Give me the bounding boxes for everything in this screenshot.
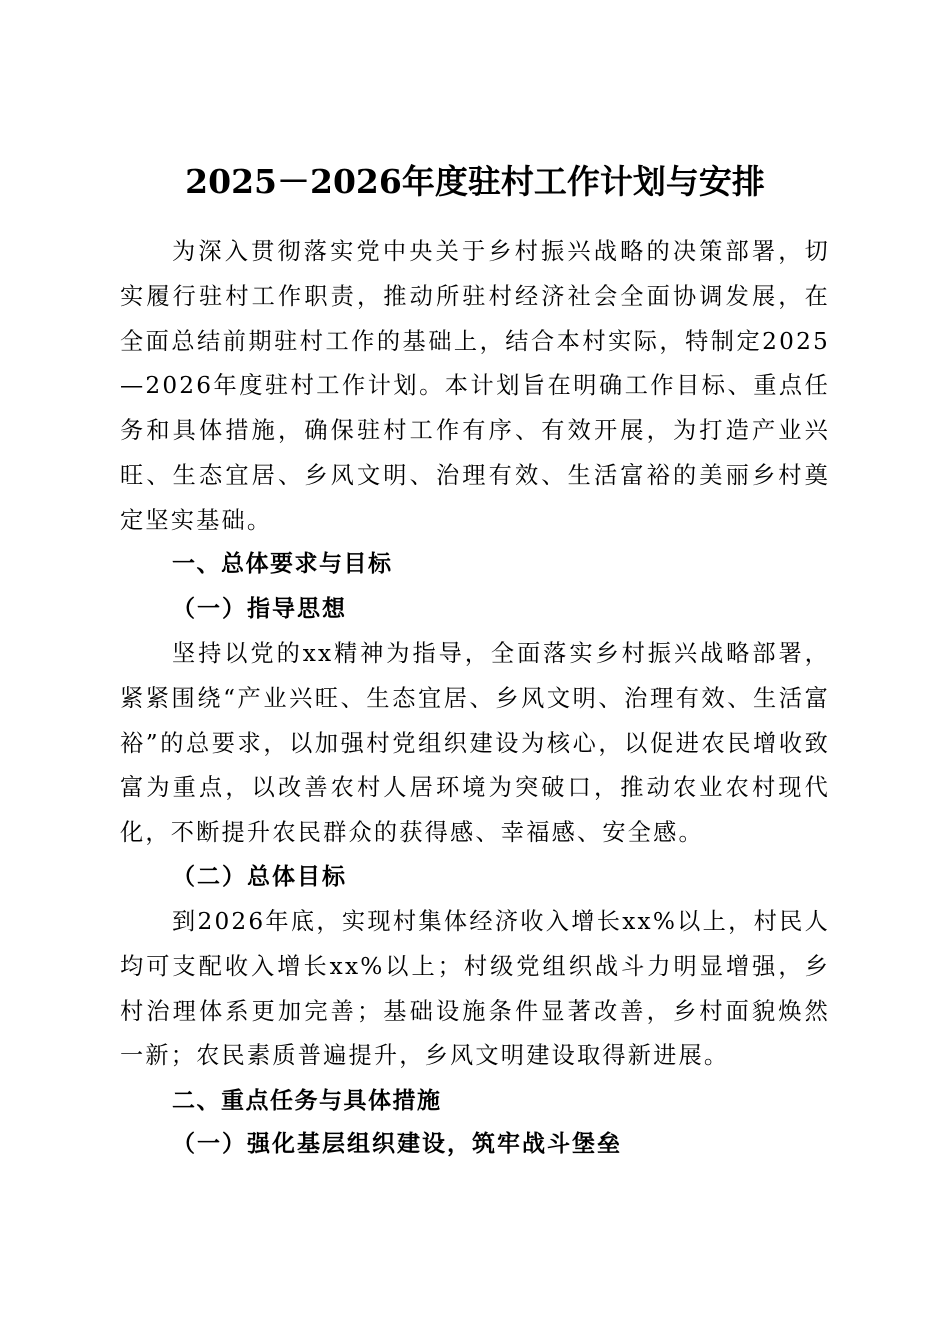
subsection-heading-grassroots-organization: （一）强化基层组织建设，筑牢战斗堡垒 (172, 1130, 622, 1157)
subsection-heading-guiding-thought: （一）指导思想 (172, 595, 347, 622)
subsection-heading-overall-goals: （二）总体目标 (172, 863, 347, 890)
document-title: 2025－2026年度驻村工作计划与安排 (185, 162, 765, 202)
overall-goals-paragraph: 到2026年底，实现村集体经济收入增长xx%以上，村民人均可支配收入增长xx%以上；村级党组织战斗力明显增强，乡村治理体系更加完善；基础设施条件显著改善，乡村面貌焕然一新；农民素质普遍提升，乡风文明建设取得新进展。 (120, 908, 830, 1070)
section-heading-key-tasks: 二、重点任务与具体措施 (172, 1088, 442, 1114)
section-heading-overall-requirements: 一、总体要求与目标 (172, 551, 393, 577)
guiding-thought-paragraph: 坚持以党的xx精神为指导，全面落实乡村振兴战略部署，紧紧围绕“产业兴旺、生态宜居、乡风文明、治理有效、生活富裕”的总要求，以加强村党组织建设为核心，以促进农民增收致富为重点，以改善农村人居环境为突破口，推动农业农村现代化，不断提升农民群众的获得感、幸福感、安全感。 (120, 640, 830, 847)
intro-paragraph: 为深入贯彻落实党中央关于乡村振兴战略的决策部署，切实履行驻村工作职责，推动所驻村经济社会全面协调发展，在全面总结前期驻村工作的基础上，结合本村实际，特制定2025—2026年度驻村工作计划。本计划旨在明确工作目标、重点任务和具体措施，确保驻村工作有序、有效开展，为打造产业兴旺、生态宜居、乡风文明、治理有效、生活富裕的美丽乡村奠定坚实基础。 (120, 238, 830, 534)
